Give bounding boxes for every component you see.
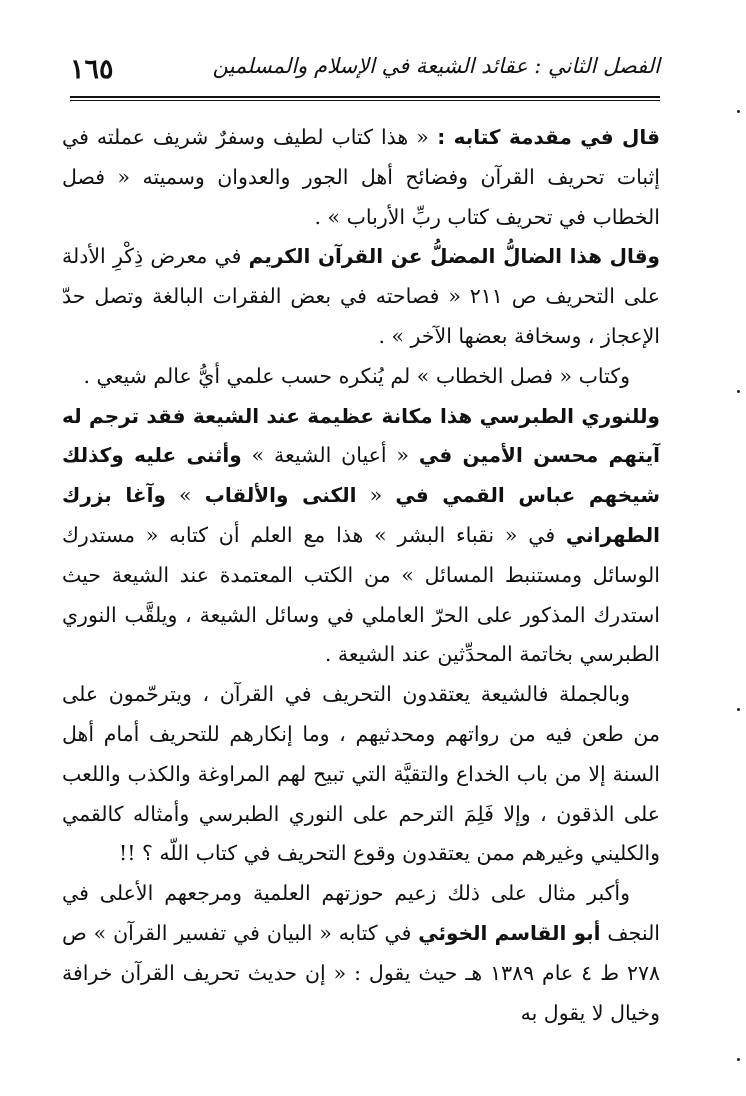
paragraph-2-segment: في معرض ذِكْرِ الأدلة على التحريف ص ٢١١ « فصاحته في بعض الفقرات البالغة وتصل حدّ الإعجاز ، وسخافة بعضها الآخر » . bbox=[62, 244, 660, 348]
paragraph-1 bbox=[62, 118, 660, 237]
paragraph-4-segment: » bbox=[165, 483, 205, 508]
paragraph-4-segment: « bbox=[356, 483, 396, 508]
paragraph-1-segment: قال في مقدمة كتابه : bbox=[428, 125, 660, 149]
paragraph-4-segment: الكنى والألقاب bbox=[204, 483, 357, 508]
paragraph-2-segment: وقال هذا الضالُّ المضلُّ عن القرآن الكريم bbox=[248, 244, 660, 269]
paragraph-6 bbox=[62, 874, 660, 1033]
paragraph-2 bbox=[62, 237, 660, 356]
paragraph-6-segment: وأكبر مثال على ذلك زعيم حوزتهم العلمية ومرجعهم الأعلى في النجف bbox=[62, 881, 661, 945]
paragraph-4-segment: « أعيان الشيعة » bbox=[241, 443, 419, 468]
paragraph-5 bbox=[62, 675, 660, 874]
scan-mark bbox=[737, 1058, 740, 1061]
paragraph-4-segment: وللنوري الطبرسي هذا مكانة عظيمة عند الشيعة فقد ترجم له آيتهم محسن الأمين في bbox=[62, 403, 660, 468]
paragraph-5-segment: وبالجملة فالشيعة يعتقدون التحريف في القرآن ، ويترحّمون على من طعن فيه من رواتهم ومحدثيهم ، وما إنكارهم للتحريف أمام أهل السنة إلا من باب الخداع والتقيَّة التي تبيح لهم المراوغة والكذب واللعب على الذقون ، وإلا فَلِمَ الترحم على النوري الطبرسي وأمثاله كالقمي والكليني وغيرهم ممن يعتقدون وقوع التحريف في كتاب اللّه ؟ !! bbox=[62, 682, 660, 866]
header-rule-thin bbox=[70, 100, 660, 101]
scan-mark bbox=[737, 390, 740, 393]
paragraph-4-segment: وأثنى عليه وكذلك شيخهم عباس القمي في bbox=[62, 443, 661, 508]
running-title: الفصل الثاني : عقائد الشيعة في الإسلام والمسلمين bbox=[212, 54, 660, 78]
page-number: ١٦٥ bbox=[70, 54, 114, 85]
page-header bbox=[70, 52, 660, 100]
paragraph-6-segment: في كتابه « البيان في تفسير القرآن » ص ٢٧٨ ط ٤ عام ١٣٨٩ هـ حيث يقول : « إن حديث تحريف القرآن خرافة وخيال لا يقول به bbox=[62, 920, 661, 1025]
scan-mark bbox=[737, 110, 740, 113]
paragraph-4-segment: في « نقباء البشر » هذا مع العلم أن كتابه « مستدرك الوسائل ومستنبط المسائل » من الكتب المعتمدة عند الشيعة حيث استدرك المذكور على الحرّ العاملي في وسائل الشيعة ، ويلقَّب النوري الطبرسي بخاتمة المحدِّثين عند الشيعة . bbox=[62, 522, 660, 667]
header-rule bbox=[70, 96, 660, 98]
body-text bbox=[62, 118, 660, 1033]
paragraph-4 bbox=[62, 397, 660, 676]
paragraph-4-segment: وآغا بزرك الطهراني bbox=[62, 483, 660, 547]
scan-mark bbox=[737, 708, 740, 711]
paragraph-1-segment: « هذا كتاب لطيف وسفرٌ شريف عملته في إثبات تحريف القرآن وفضائح أهل الجور والعدوان وسميته « فصل الخطاب في تحريف كتاب ربِّ الأرباب » . bbox=[62, 125, 660, 229]
paragraph-6-segment: أبو القاسم الخوئي bbox=[418, 920, 601, 945]
paragraph-3-segment: وكتاب « فصل الخطاب » لم يُنكره حسب علمي أيُّ عالم شيعي . bbox=[83, 363, 630, 388]
paragraph-3 bbox=[62, 357, 660, 397]
